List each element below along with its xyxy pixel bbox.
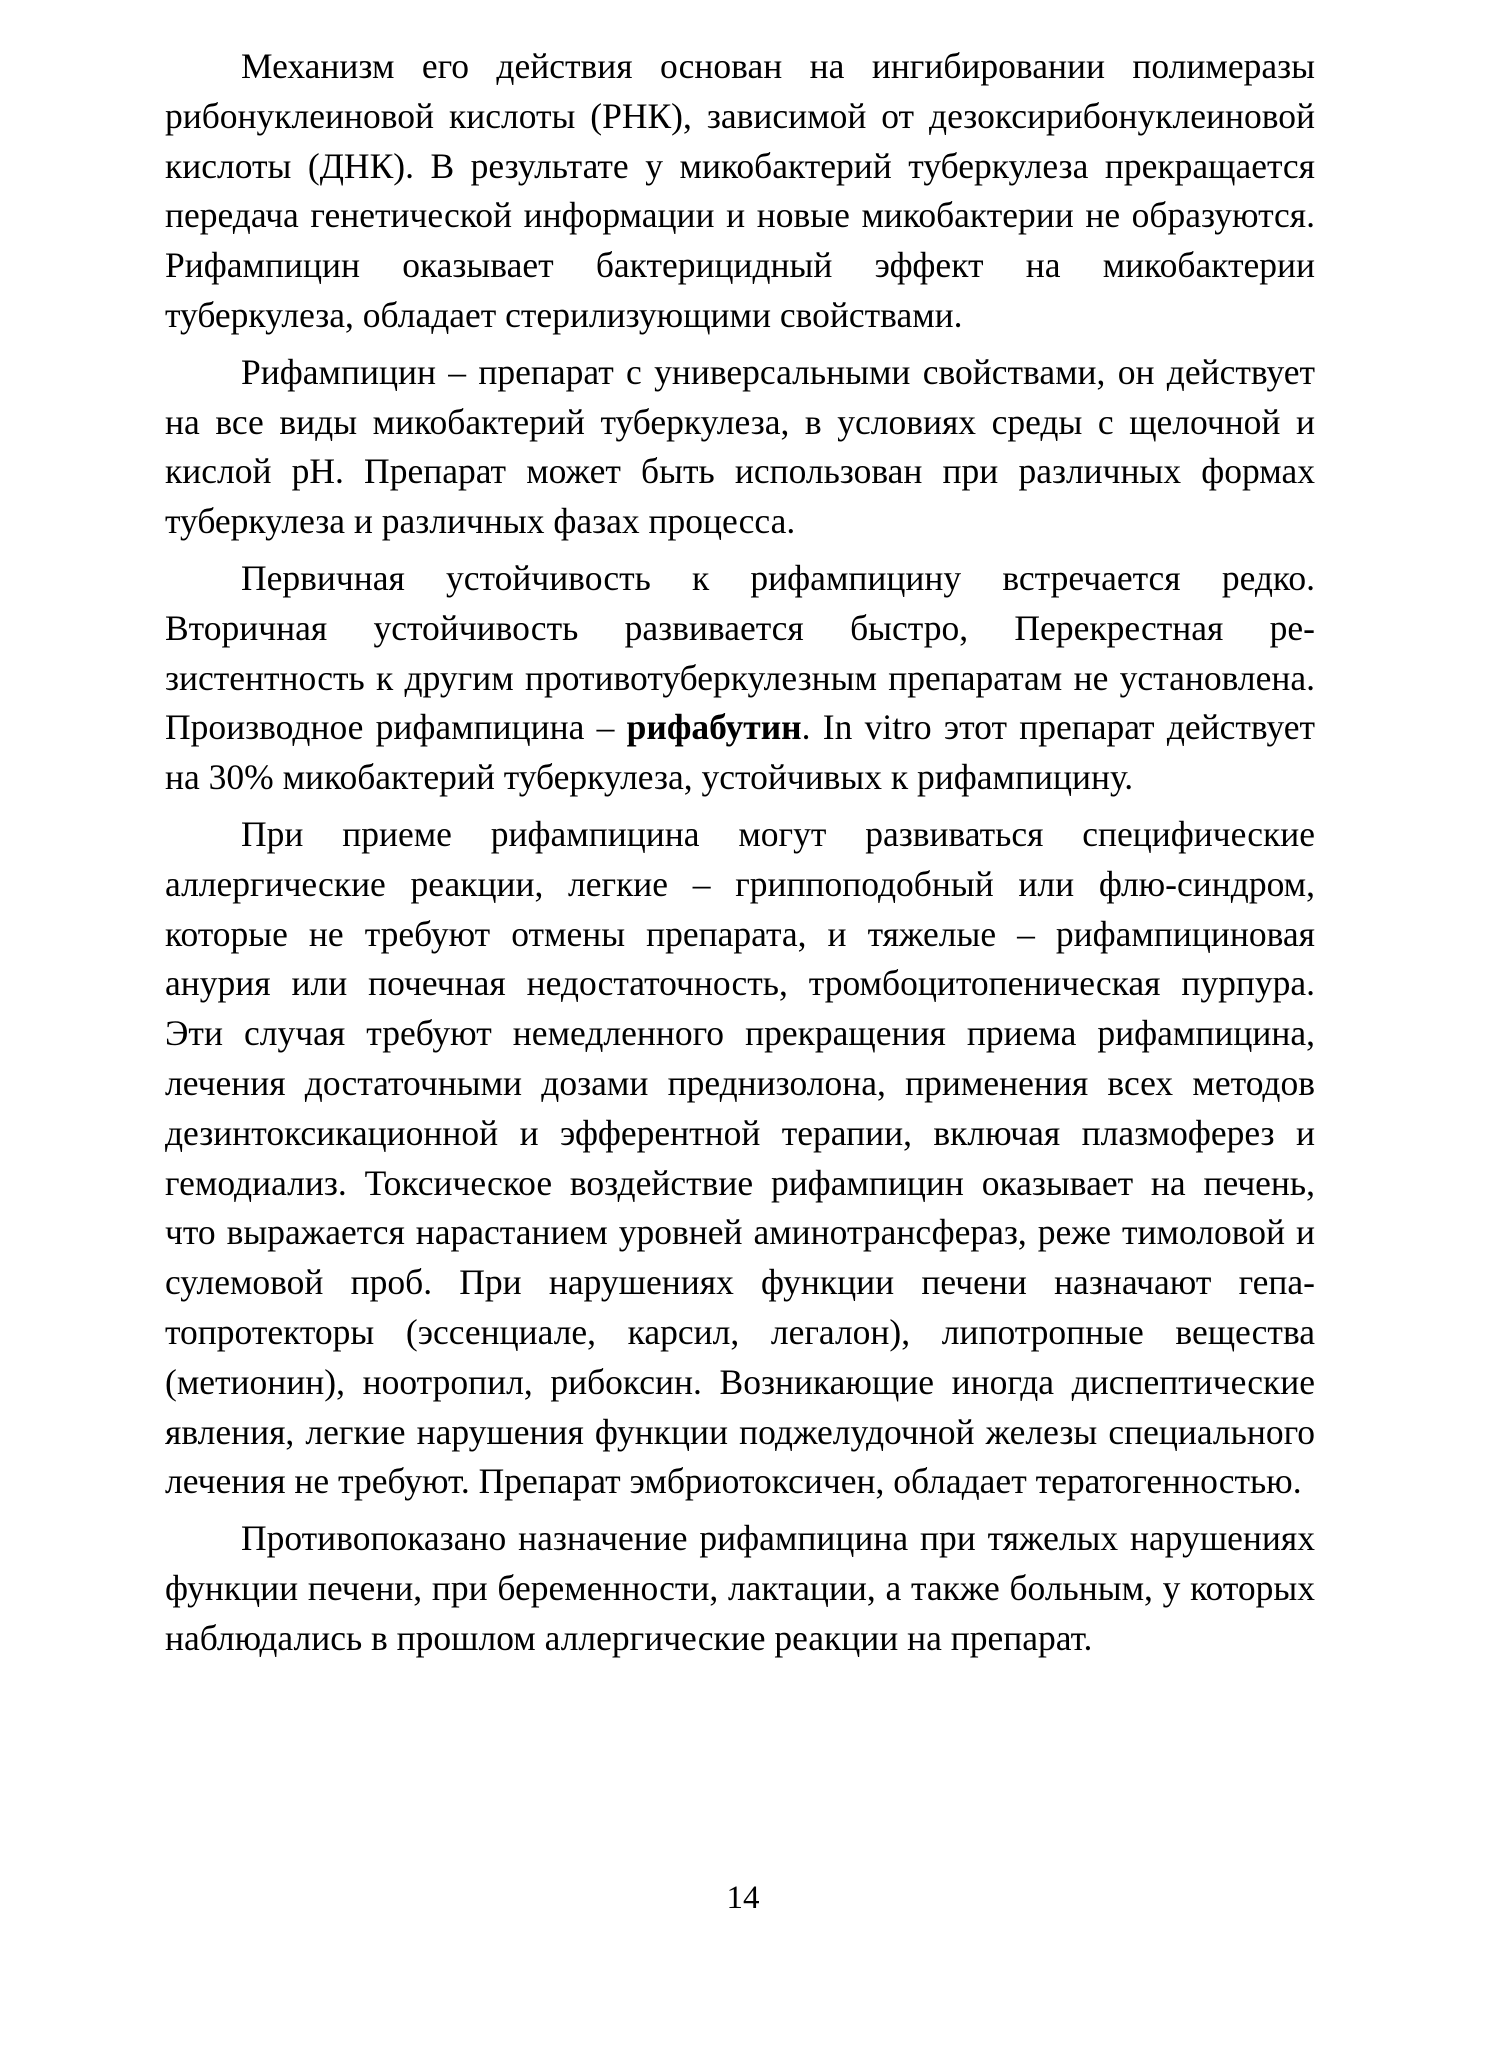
page-number: 14 <box>726 1880 760 1916</box>
paragraph-side-effects: При приеме рифампицина могут развиваться специфические аллергические реакции, легкие – гриппоподобный или флю-синдром, которые не требуют отмены препарата, и тяжелые – рифампициновая анурия или почечная недостаточность, тромбоцитопеническая пурпура. Эти случая требуют немедленного прекращения приема рифампицина, лечения достаточными дозами преднизолона, применения всех методов дезинтоксикационной и эфферентной терапии, включая плазмоферез и гемодиализ. Токсическое воздействие рифампицин оказывает на печень, что выражается нарастанием уровней аминотрансфераз, реже тимоловой и сулемовой проб. При нарушениях функции печени назначают гепатопротекторы (эссенциале, карсил, легалон), липотропные вещества (метионин), ноотропил, рибоксин. Возникающие иногда диспептические явления, легкие нарушения функции поджелудочной железы специального лечения не требуют. Препарат эмбриотоксичен, обладает тератогенностью. <box>165 813 1315 1502</box>
paragraph-resistance <box>165 554 1315 803</box>
paragraph-resistance-text-after: . In vitro этот препарат действует на 30% микобактерий туберкулеза, устойчивых к рифампицину. <box>165 707 1316 798</box>
paragraph-mechanism: Механизм его действия основан на ингибировании полимеразы рибонуклеиновой кислоты (РНК), зависимой от дезоксирибонуклеиновой кислоты (ДНК). В результате у микобактерий туберкулеза прекращается передача генетической информации и новые микобактерии не образуются. Рифампицин оказывает бактерицидный эффект на микобактерии туберкулеза, обладает стерилизующими свойствами. <box>165 46 1315 335</box>
document-page <box>165 42 1315 1671</box>
paragraph-contraindications: Противопоказано назначение рифампицина при тяжелых нарушениях функции печени, при беременности, лактации, а также больным, у которых наблюдались в прошлом аллергические реакции на препарат. <box>165 1518 1315 1658</box>
paragraph-universal-properties: Рифампицин – препарат с универсальными свойствами, он действует на все виды микобактерий туберкулеза, в условиях среды с щелочной и кислой pH. Препарат может быть использован при различных формах туберкулеза и различных фазах процесса. <box>165 351 1315 542</box>
paragraph-resistance-text-before: Первичная устойчивость к рифампицину встречается редко. Вторичная устойчивость развивается быстро, Перекрестная резистентность к другим противотуберкулезным препаратам не установлена. Производное рифампицина – <box>165 557 1315 748</box>
bold-term-rifabutin: рифабутин <box>626 707 802 748</box>
